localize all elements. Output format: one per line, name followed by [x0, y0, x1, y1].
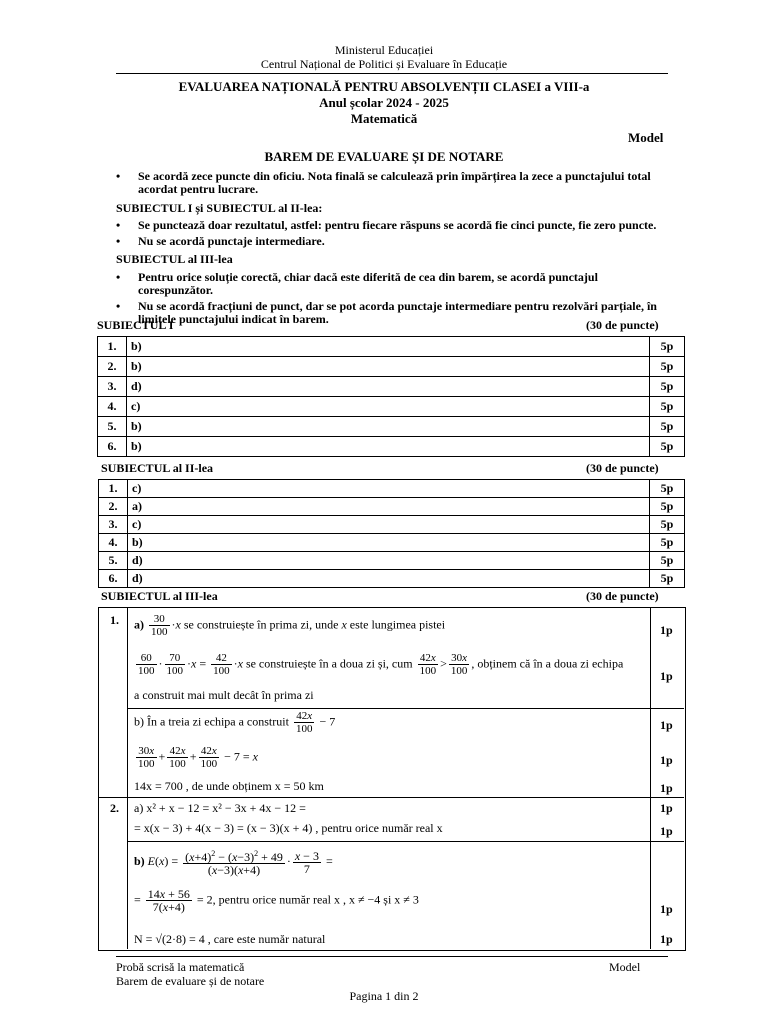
table-row [99, 480, 685, 498]
rule-item: • Se punctează doar rezultatul, astfel: pentru fiecare răspuns se acordă fie cinci puncte, fie zero puncte. [116, 219, 666, 232]
points: 5p [650, 534, 685, 552]
table-row [99, 498, 685, 516]
points: 5p [650, 377, 685, 397]
score-p2a2: 1p [660, 824, 673, 838]
table-row [99, 534, 685, 552]
points: 5p [650, 397, 685, 417]
barem-title: BAREM DE EVALUARE ȘI DE NOTARE [264, 149, 504, 164]
item-number: 2. [98, 357, 127, 377]
points: 5p [650, 552, 685, 570]
p2-number: 2. [110, 801, 119, 815]
table-row [98, 417, 685, 437]
p1b-line1: b) În a treia zi echipa a construit $\frac{42x}{100}$ − 7 [134, 710, 336, 735]
answer: d) [127, 377, 650, 397]
s12-rules [116, 219, 666, 251]
score-p1a: 1p [660, 623, 673, 637]
answer: b) [128, 534, 650, 552]
answer: c) [128, 480, 650, 498]
row-divider [127, 708, 684, 709]
p1a3-text: a construit mai mult decât în prima zi [134, 688, 314, 702]
school-year: Anul școlar 2024 - 2025 [319, 95, 449, 110]
table-row [98, 437, 685, 457]
s1-points: (30 de puncte) [586, 318, 659, 332]
rule-item: • Pentru orice soluție corectă, chiar dacă este diferită de cea din barem, se acordă punctajul corespunzător. [116, 271, 666, 297]
score-p1b2: 1p [660, 753, 673, 767]
item-number: 2. [99, 498, 128, 516]
center-name: Centrul Național de Politici și Evaluare în Educație [260, 57, 508, 71]
p1b-text: b) În a treia zi echipa a construit [134, 714, 289, 729]
rule-general: • Se acordă zece puncte din oficiu. Nota finală se calculează prin împărțirea la zece a punctajului total acordat pentru lucrare. [116, 170, 666, 196]
item-number: 6. [99, 570, 128, 588]
item-number: 5. [98, 417, 127, 437]
points: 5p [650, 498, 685, 516]
rule-item: • Nu se acordă punctaje intermediare. [116, 235, 666, 248]
footer-model: Model [609, 960, 641, 974]
item-number: 3. [99, 516, 128, 534]
p1b3-text: 14x = 700 , de unde obținem x = 50 km [134, 779, 324, 793]
score-p1b3: 1p [660, 781, 673, 795]
item-number: 5. [99, 552, 128, 570]
answer: a) [128, 498, 650, 516]
answer: b) [127, 417, 650, 437]
p2b-last: N = √(2·8) = 4 , care este număr natural [134, 932, 326, 946]
exam-title: EVALUAREA NAȚIONALĂ PENTRU ABSOLVENȚII CLASEI a VIII-a [178, 79, 590, 94]
item-number: 6. [98, 437, 127, 457]
points: 5p [650, 357, 685, 377]
answer: b) [127, 357, 650, 377]
col-divider [650, 607, 651, 949]
s3-title: SUBIECTUL al III-lea [101, 589, 218, 603]
table-row [98, 377, 685, 397]
table-row [98, 357, 685, 377]
p1a-line2: $\frac{60}{100}$ · $\frac{70}{100}$ ·x = $\frac{42}{100}$ ·x se construiește în a doua zi și, cum $\frac{42x}{100}$ > $\frac{30x}{100}$ , obținem că în a doua zi echipa [138, 652, 624, 677]
points: 5p [650, 417, 685, 437]
answer: b) [127, 437, 650, 457]
item-number: 4. [98, 397, 127, 417]
page-number: Pagina 1 din 2 [349, 989, 419, 1003]
table-row [98, 337, 685, 357]
points: 5p [650, 516, 685, 534]
s3-rules [116, 271, 666, 329]
subject: Matematică [350, 111, 418, 126]
points: 5p [650, 570, 685, 588]
row-divider [98, 797, 684, 798]
footer-rule [116, 956, 668, 957]
table-row [99, 516, 685, 534]
row-divider [127, 841, 684, 842]
header-rule [116, 73, 668, 74]
table-row [99, 570, 685, 588]
s2-points: (30 de puncte) [586, 461, 659, 475]
points: 5p [650, 480, 685, 498]
p2a-line1: a) x² + x − 12 = x² − 3x + 4x − 12 = [134, 801, 306, 815]
p2b-cond: , pentru orice număr real x , x ≠ −4 și x ≠ 3 [212, 892, 419, 907]
p1a-text: se construiește în prima zi, unde [183, 617, 339, 632]
p2b-line1: b) E(x) = $\frac{(x+4)^2 - (x-3)^2 + 49}{(x-3)(x+4)}$ · $\frac{x - 3}{7}$ = [134, 848, 333, 877]
item-number: 4. [99, 534, 128, 552]
p2b-line2: = $\frac{14x + 56}{7(x+4)}$ = 2, pentru orice număr real x , x ≠ −4 și x ≠ 3 [134, 887, 419, 914]
p1a2-text2: , obținem că în a doua zi echipa [471, 656, 624, 671]
s3-points: (30 de puncte) [586, 589, 659, 603]
answer: b) [127, 337, 650, 357]
rule-item: • Nu se acordă fracțiuni de punct, dar se pot acorda punctaje intermediare pentru rezolvări parțiale, în limitele punctajului indicat în barem. [116, 300, 666, 326]
s1-table [97, 336, 685, 457]
answer: c) [127, 397, 650, 417]
col-divider [127, 607, 128, 949]
s2-table [98, 479, 685, 588]
score-p2b: 1p [660, 902, 673, 916]
item-number: 1. [98, 337, 127, 357]
s3-heading: SUBIECTUL al III-lea [116, 252, 233, 266]
p1a-line1: a) $\frac{30}{100}$ ·x se construiește în prima zi, unde x este lungimea pistei [134, 613, 446, 638]
item-number: 1. [99, 480, 128, 498]
footer-left2: Barem de evaluare și de notare [116, 974, 265, 988]
p1-number: 1. [110, 613, 119, 627]
s1-title: SUBIECTUL I [97, 318, 174, 332]
s12-heading: SUBIECTUL I și SUBIECTUL al II-lea: [116, 201, 323, 215]
points: 5p [650, 437, 685, 457]
answer: d) [128, 552, 650, 570]
table-row [99, 552, 685, 570]
ministry: Ministerul Educației [334, 43, 434, 57]
s2-title: SUBIECTUL al II-lea [101, 461, 214, 475]
p1a-text2: este lungimea pistei [349, 617, 446, 632]
general-rules [116, 170, 666, 199]
model-label: Model [628, 130, 664, 145]
item-number: 3. [98, 377, 127, 397]
score-p1a2: 1p [660, 669, 673, 683]
fraction: $\frac{30}{100}$ [151, 613, 168, 638]
score-p1b: 1p [660, 718, 673, 732]
p2a-line2: = x(x − 3) + 4(x − 3) = (x − 3)(x + 4) , pentru orice număr real x [134, 821, 443, 835]
p1a-label: a) [134, 617, 144, 632]
answer: c) [128, 516, 650, 534]
answer: d) [128, 570, 650, 588]
table-row [98, 397, 685, 417]
score-p2a: 1p [660, 801, 673, 815]
score-p2b2: 1p [660, 932, 673, 946]
p1a2-text: se construiește în a doua zi și, cum [245, 656, 413, 671]
p1b-line2: $\frac{30x}{100}$ + $\frac{42x}{100}$ + $\frac{42x}{100}$ − 7 = x [138, 745, 258, 770]
points: 5p [650, 337, 685, 357]
footer-left1: Probă scrisă la matematică [116, 960, 245, 974]
